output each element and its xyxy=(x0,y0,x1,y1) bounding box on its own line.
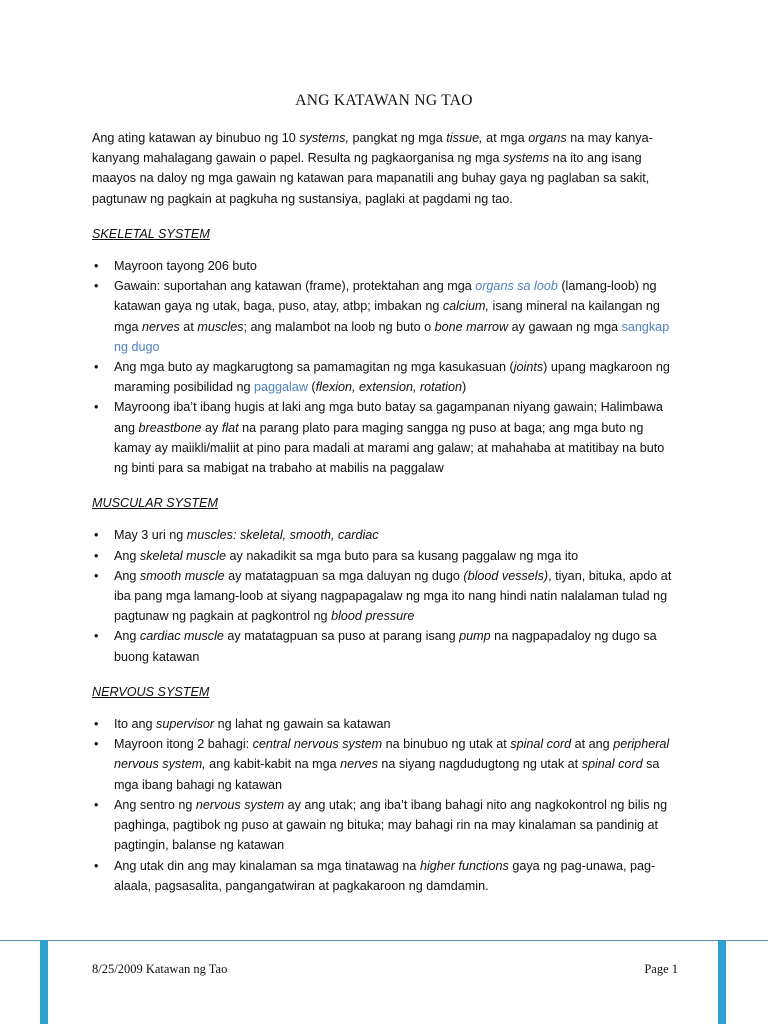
italic-term: (blood vessels) xyxy=(463,568,549,583)
text-run: na siyang nagdudugtong ng utak at xyxy=(377,757,582,772)
bullet-item xyxy=(92,397,676,478)
text-run: ) upang magkaroon ng maraming posibilidad ng xyxy=(114,360,670,395)
text-run: Mayroon itong 2 bahagi: xyxy=(114,737,253,752)
intro-paragraph xyxy=(92,128,676,209)
text-run: pangkat ng mga xyxy=(348,131,447,145)
bullet-item xyxy=(92,734,676,795)
document-body xyxy=(92,128,676,896)
section-heading: MUSCULAR SYSTEM xyxy=(92,496,218,511)
footer-accent-left xyxy=(40,940,48,1024)
highlighted-term: sangkap ng dugo xyxy=(114,319,670,354)
text-run: ( xyxy=(307,380,316,395)
italic-term: cardiac muscle xyxy=(139,629,224,644)
highlighted-term: paggalaw xyxy=(254,380,308,395)
italic-term: flat xyxy=(221,420,239,435)
bullet-item xyxy=(92,626,676,666)
section-heading: NERVOUS SYSTEM xyxy=(92,684,210,699)
italic-term: spinal cord xyxy=(510,737,572,752)
italic-term: joints xyxy=(513,360,544,375)
text-run: Ang xyxy=(114,548,140,563)
text-run: Ang utak din ang may kinalaman sa mga tinatawag na xyxy=(114,858,420,873)
italic-term: higher functions xyxy=(419,858,509,873)
bullet-list xyxy=(92,256,676,478)
text-run: na may kanya-kanyang mahalagang gawain o papel. Resulta ng pagkaorganisa ng mga xyxy=(92,131,653,166)
bullet-item xyxy=(92,795,676,856)
italic-term: smooth muscle xyxy=(139,568,225,583)
text-run: at mga xyxy=(482,131,529,145)
italic-term: skeletal muscle xyxy=(139,548,227,563)
text-run: Mayroon tayong 206 buto xyxy=(114,259,257,274)
italic-term: bone marrow xyxy=(434,319,509,334)
text-run: ay gawaan ng mga xyxy=(508,319,622,334)
italic-term: breastbone xyxy=(138,420,202,435)
bullet-list xyxy=(92,525,676,666)
italic-term: organs xyxy=(528,131,567,145)
text-run: ang kabit-kabit na mga xyxy=(205,757,341,772)
bullet-item xyxy=(92,856,676,896)
text-run: at xyxy=(179,319,198,334)
text-run: Gawain: suportahan ang katawan (frame), protektahan ang mga xyxy=(114,279,476,294)
text-run: Ang mga buto ay magkarugtong sa pamamagitan ng mga kasukasuan ( xyxy=(114,360,514,375)
italic-term: nervous system xyxy=(195,797,285,812)
italic-term: supervisor xyxy=(156,717,215,732)
text-run: na nagpapadaloy ng dugo sa buong katawan xyxy=(114,629,657,664)
text-run: ; ang malambot na loob ng buto o xyxy=(243,319,435,334)
text-run: ) xyxy=(461,380,467,395)
text-run: Ang sentro ng xyxy=(114,797,196,812)
text-run: (lamang-loob) ng katawan gaya ng utak, baga, puso, atay, atbp; imbakan ng xyxy=(114,279,657,314)
italic-term: pump xyxy=(459,629,491,644)
text-run: isang mineral na kailangan ng mga xyxy=(114,299,660,334)
italic-term: blood pressure xyxy=(331,609,415,624)
italic-term: central nervous system xyxy=(252,737,383,752)
highlighted-term: organs sa loob xyxy=(475,279,558,294)
sections xyxy=(92,224,676,896)
text-run: na binubuo ng utak at xyxy=(382,737,511,752)
text-run: na parang plato para maging sangga ng puso at baga; ang mga buto ng kamay ay maiikli/maliit at pino para madali at marami ang galaw; at mahahaba at matitibay na buto ng binti para sa mabigat na trabaho at mabilis na paggalaw xyxy=(114,420,665,476)
bullet-item xyxy=(92,276,676,357)
text-run: ay nakadikit sa mga buto para sa kusang paggalaw ng mga ito xyxy=(226,548,579,563)
italic-term: calcium, xyxy=(442,299,490,314)
text-run: , tiyan, bituka, apdo at iba pang mga lamang-loob at siyang nagpapagalaw ng mga ito nang hindi natin nalalaman tulad ng pagtunaw ng pagkain at pagkontrol ng xyxy=(114,568,672,624)
bullet-item xyxy=(92,525,676,545)
italic-term: muscles: skeletal, smooth, cardiac xyxy=(186,528,379,543)
italic-term: nerves xyxy=(142,319,180,334)
bullet-item xyxy=(92,546,676,566)
bullet-item xyxy=(92,256,676,276)
text-run: Ito ang xyxy=(114,717,157,732)
footer-divider xyxy=(0,940,768,941)
text-run: Ang ating katawan ay binubuo ng 10 xyxy=(92,131,300,145)
text-run: ay ang utak; ang iba’t ibang bahagi nito ang nagkokontrol ng bilis ng paghinga, pagtibok ng puso at gawain ng bituka; may bahagi rin na may kinalaman sa pandinig at pagtingin, balanse ng katawan xyxy=(114,797,668,853)
text-run: na ito ang isang maayos na daloy ng mga gawain ng katawan para mapanatili ang buhay gaya ng paglaban sa sakit, pagtunaw ng pagkain at pagkuha ng sustansiya, paglaki at pagdami ng tao. xyxy=(92,151,650,206)
italic-term: systems, xyxy=(299,131,349,145)
italic-term: spinal cord xyxy=(581,757,643,772)
document-title: ANG KATAWAN NG TAO xyxy=(295,92,473,109)
bullet-list xyxy=(92,714,676,896)
text-run: ay matatagpuan sa mga daluyan ng dugo xyxy=(224,568,464,583)
text-run: May 3 uri ng xyxy=(114,528,187,543)
text-run: ng lahat ng gawain sa katawan xyxy=(214,717,391,732)
section-heading: SKELETAL SYSTEM xyxy=(92,226,210,241)
bullet-item xyxy=(92,357,676,397)
text-run: at ang xyxy=(571,737,614,752)
text-run: Ang xyxy=(114,568,140,583)
text-run: ay xyxy=(201,420,222,435)
italic-term: nerves xyxy=(340,757,378,772)
footer-accent-right xyxy=(718,940,726,1024)
bullet-item xyxy=(92,566,676,627)
text-run: gaya ng pag-unawa, pag-alaala, pagsasalita, pangangatwiran at pagkakaroon ng damdamin. xyxy=(114,858,656,893)
italic-term: peripheral nervous system, xyxy=(114,737,670,772)
text-run: ay matatagpuan sa puso at parang isang xyxy=(223,629,460,644)
text-run: Ang xyxy=(114,629,140,644)
bullet-item xyxy=(92,714,676,734)
italic-term: flexion, extension, rotation xyxy=(315,380,462,395)
italic-term: muscles xyxy=(197,319,244,334)
italic-term: systems xyxy=(503,151,550,166)
text-run: Mayroong iba’t ibang hugis at laki ang mga buto batay sa gagampanan niyang gawain; Halimbawa ang xyxy=(114,400,663,435)
footer-page-number: Page 1 xyxy=(644,962,678,976)
footer-date-title: 8/25/2009 Katawan ng Tao xyxy=(92,962,228,976)
text-run: sa mga ibang bahagi ng katawan xyxy=(114,757,660,792)
italic-term: tissue, xyxy=(446,131,483,145)
